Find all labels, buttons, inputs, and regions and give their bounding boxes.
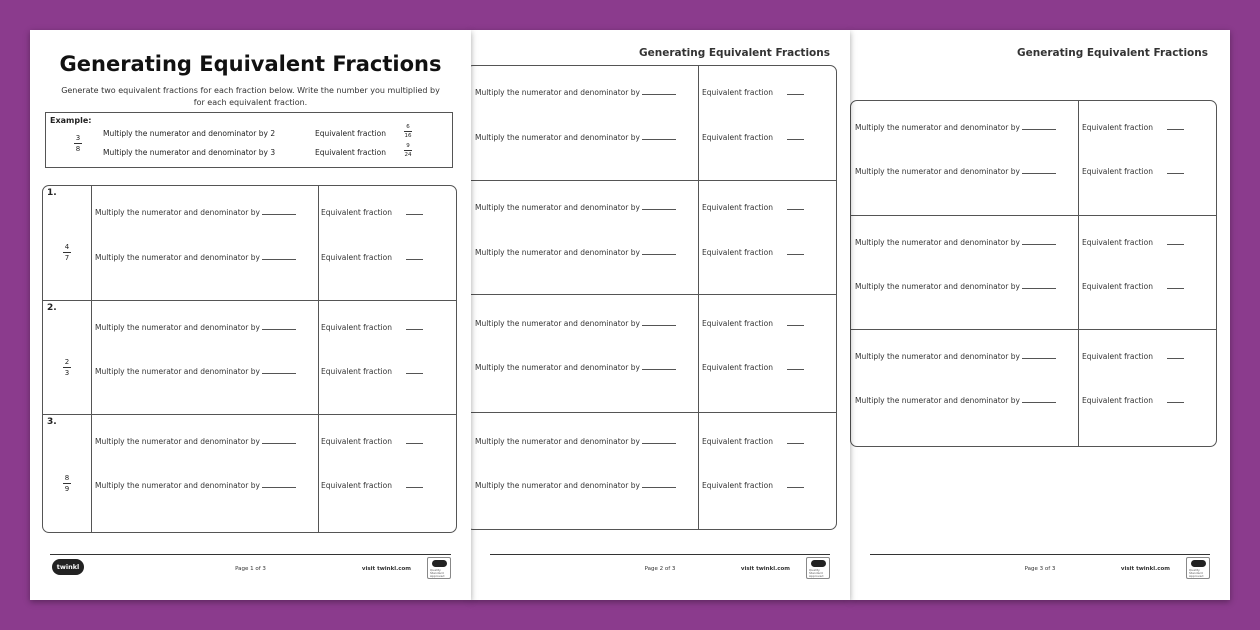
equivalent-line: Equivalent fraction bbox=[321, 481, 423, 490]
example-answer-fraction: 9 24 bbox=[404, 143, 412, 158]
question-fraction: $\frac{2}{3}$ bbox=[64, 358, 70, 377]
equivalent-line: Equivalent fraction bbox=[1082, 123, 1184, 132]
page-title: Generating Equivalent Fractions bbox=[59, 52, 442, 76]
question-number: 2. bbox=[47, 303, 57, 313]
multiply-line: Multiply the numerator and denominator by bbox=[475, 203, 676, 212]
multiply-line: Multiply the numerator and denominator by bbox=[855, 352, 1056, 361]
multiply-line: Multiply the numerator and denominator by bbox=[95, 208, 296, 217]
page-number: Page 1 of 3 bbox=[235, 566, 266, 572]
quality-badge-icon: Quality Standard Approved bbox=[1186, 557, 1210, 579]
instructions-text: Generate two equivalent fractions for each fraction below. Write the number you multiplied by for each equivalent fraction. bbox=[61, 86, 440, 107]
page-footer bbox=[50, 554, 451, 584]
multiply-line: Multiply the numerator and denominator by bbox=[475, 481, 676, 490]
answer-row bbox=[467, 412, 836, 530]
multiply-line: Multiply the numerator and denominator by bbox=[475, 88, 676, 97]
equivalent-line: Equivalent fraction bbox=[702, 88, 804, 97]
equivalent-line: Equivalent fraction bbox=[702, 481, 804, 490]
multiply-line: Multiply the numerator and denominator by bbox=[855, 396, 1056, 405]
quality-badge-icon: Quality Standard Approved bbox=[806, 557, 830, 579]
example-answer-fraction: 6 16 bbox=[404, 124, 412, 139]
multiply-line: Multiply the numerator and denominator by bbox=[95, 253, 296, 262]
answer-row bbox=[467, 180, 836, 294]
equivalent-line: Equivalent fraction bbox=[1082, 282, 1184, 291]
twinkl-logo: twinkl bbox=[52, 559, 84, 575]
example-multiply-text: Multiply the numerator and denominator by 2 bbox=[103, 129, 276, 138]
question-fraction: $\frac{8}{9}$ bbox=[64, 474, 70, 493]
equivalent-line: Equivalent fraction bbox=[702, 437, 804, 446]
equivalent-line: Equivalent fraction bbox=[702, 203, 804, 212]
multiply-line: Multiply the numerator and denominator by bbox=[475, 248, 676, 257]
example-fraction: $\frac{3}{8}$ bbox=[75, 134, 81, 153]
running-header: Generating Equivalent Fractions bbox=[639, 47, 830, 59]
equivalent-line: Equivalent fraction bbox=[702, 363, 804, 372]
answer-row bbox=[467, 66, 836, 180]
multiply-line: Multiply the numerator and denominator by bbox=[475, 437, 676, 446]
page-footer bbox=[490, 554, 830, 584]
answer-grid bbox=[466, 65, 837, 530]
page-number: Page 3 of 3 bbox=[1024, 566, 1056, 572]
page-footer bbox=[870, 554, 1210, 584]
question-row bbox=[43, 414, 456, 533]
visit-link[interactable]: visit twinkl.com bbox=[740, 566, 790, 572]
question-row bbox=[43, 300, 456, 414]
multiply-line: Multiply the numerator and denominator by bbox=[95, 481, 296, 490]
answer-grid bbox=[850, 100, 1217, 447]
quality-badge-icon: Quality Standard Approved bbox=[427, 557, 451, 579]
multiply-line: Multiply the numerator and denominator by bbox=[95, 323, 296, 332]
page-number: Page 2 of 3 bbox=[644, 566, 676, 572]
multiply-line: Multiply the numerator and denominator by bbox=[475, 319, 676, 328]
example-label: Example: bbox=[50, 116, 92, 125]
equivalent-line: Equivalent fraction bbox=[321, 367, 423, 376]
multiply-line: Multiply the numerator and denominator by bbox=[855, 167, 1056, 176]
worksheet-page-2 bbox=[470, 30, 850, 600]
visit-link[interactable]: visit twinkl.com bbox=[1120, 566, 1170, 572]
example-multiply-text: Multiply the numerator and denominator by 3 bbox=[103, 148, 276, 157]
answer-row bbox=[851, 215, 1216, 329]
equivalent-line: Equivalent fraction bbox=[321, 323, 423, 332]
example-equivalent-label: Equivalent fraction bbox=[315, 129, 386, 138]
equivalent-line: Equivalent fraction bbox=[1082, 396, 1184, 405]
example-equivalent-label: Equivalent fraction bbox=[315, 148, 386, 157]
question-number: 1. bbox=[47, 188, 57, 198]
question-row bbox=[43, 186, 456, 300]
answer-row bbox=[851, 329, 1216, 447]
equivalent-line: Equivalent fraction bbox=[702, 133, 804, 142]
multiply-line: Multiply the numerator and denominator by bbox=[855, 123, 1056, 132]
multiply-line: Multiply the numerator and denominator by bbox=[475, 133, 676, 142]
equivalent-line: Equivalent fraction bbox=[702, 248, 804, 257]
question-fraction: $\frac{4}{7}$ bbox=[64, 243, 70, 262]
multiply-line: Multiply the numerator and denominator by bbox=[855, 238, 1056, 247]
worksheet-page-1 bbox=[30, 30, 471, 600]
running-header: Generating Equivalent Fractions bbox=[1017, 47, 1208, 59]
answer-row bbox=[851, 101, 1216, 215]
visit-link[interactable]: visit twinkl.com bbox=[361, 566, 411, 572]
question-number: 3. bbox=[47, 417, 57, 427]
question-grid bbox=[42, 185, 457, 533]
example-box bbox=[45, 112, 453, 168]
equivalent-line: Equivalent fraction bbox=[1082, 167, 1184, 176]
equivalent-line: Equivalent fraction bbox=[321, 253, 423, 262]
worksheet-page-3 bbox=[850, 30, 1230, 600]
multiply-line: Multiply the numerator and denominator by bbox=[475, 363, 676, 372]
multiply-line: Multiply the numerator and denominator by bbox=[95, 367, 296, 376]
equivalent-line: Equivalent fraction bbox=[321, 208, 423, 217]
equivalent-line: Equivalent fraction bbox=[1082, 238, 1184, 247]
equivalent-line: Equivalent fraction bbox=[321, 437, 423, 446]
equivalent-line: Equivalent fraction bbox=[1082, 352, 1184, 361]
equivalent-line: Equivalent fraction bbox=[702, 319, 804, 328]
answer-row bbox=[467, 294, 836, 412]
multiply-line: Multiply the numerator and denominator by bbox=[95, 437, 296, 446]
multiply-line: Multiply the numerator and denominator by bbox=[855, 282, 1056, 291]
